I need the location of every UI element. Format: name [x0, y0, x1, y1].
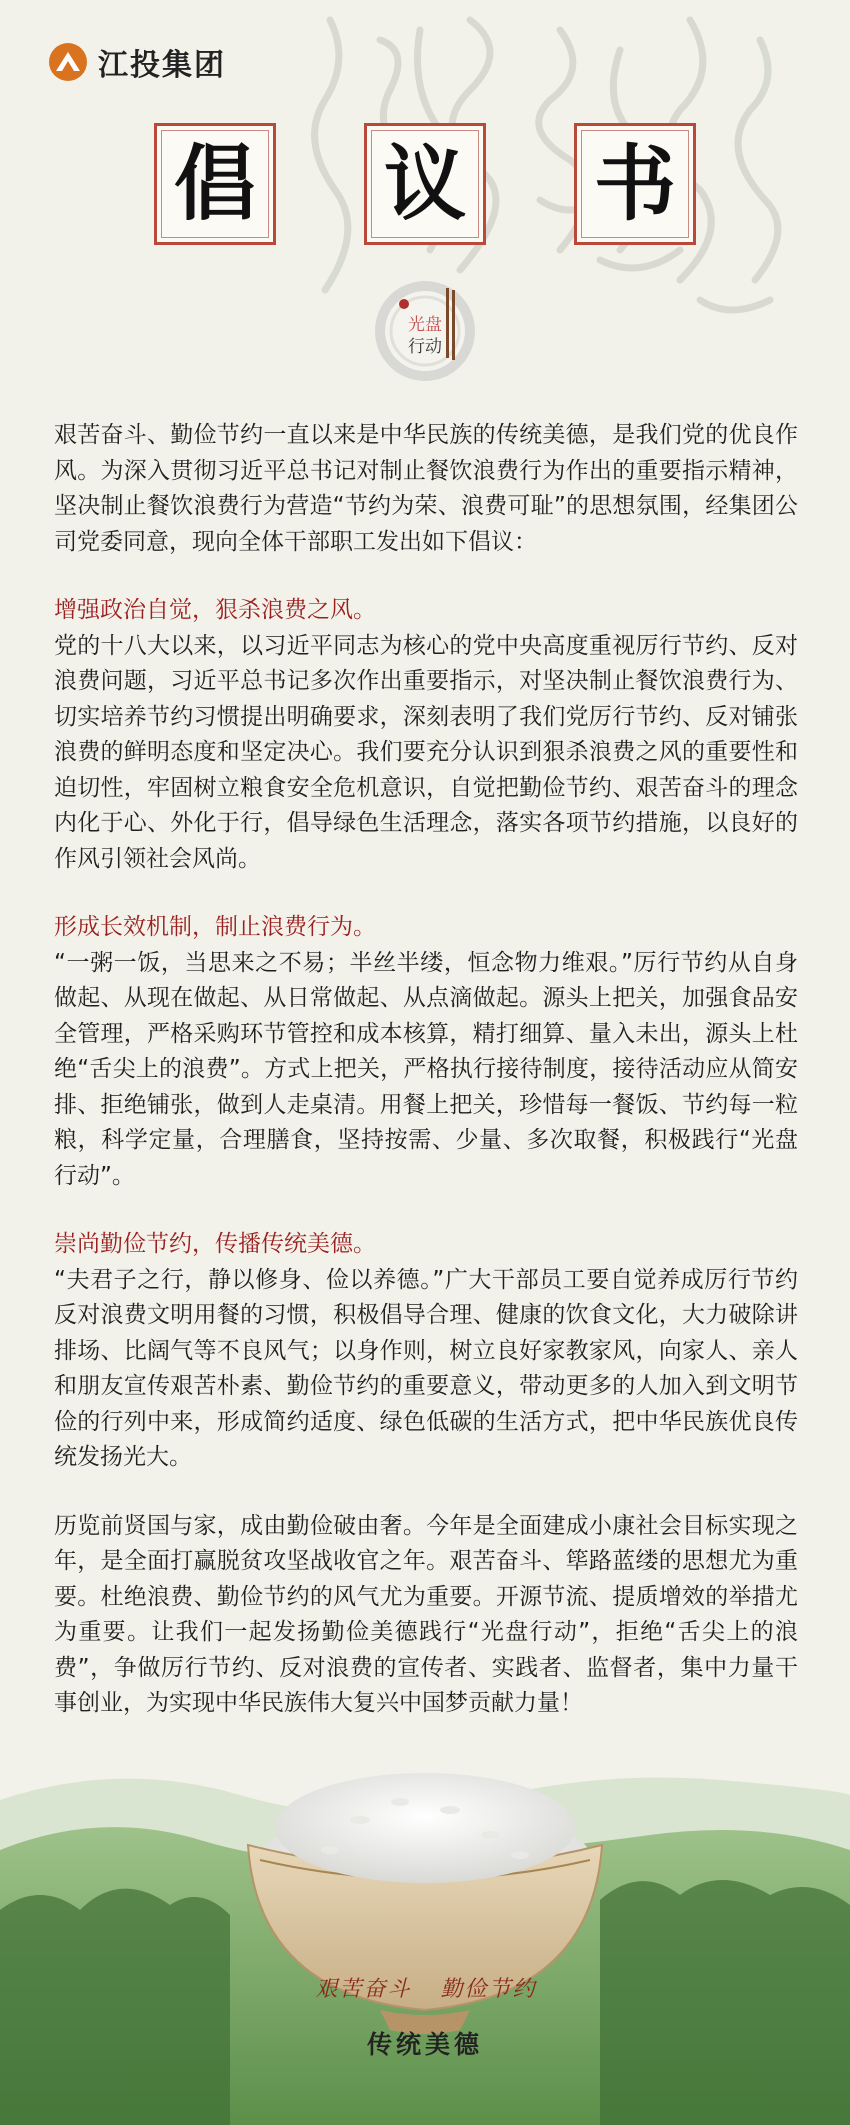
title-box-1 — [154, 123, 276, 245]
section-1-heading: 增强政治自觉，狠杀浪费之风。 — [54, 597, 376, 623]
proposal-body — [54, 418, 798, 1722]
section-1-body: 党的十八大以来，以习近平同志为核心的党中央高度重视厉行节约、反对浪费问题，习近平总书记多次作出重要指示，对坚决制止餐饮浪费行为、切实培养节约习惯提出明确要求，深刻表明了我们党厉行节约、反对铺张浪费的鲜明态度和坚定决心。我们要充分认识到狠杀浪费之风的重要性和迫切性，牢固树立粮食安全危机意识，自觉把勤俭节约、艰苦奋斗的理念内化于心、外化于行，倡导绿色生活理念，落实各项节约措施，以良好的作风引领社会风尚。 — [54, 632, 798, 872]
title-char-1: 倡 — [173, 136, 256, 232]
section-3-heading: 崇尚勤俭节约，传播传统美德。 — [54, 1231, 376, 1257]
bowl-inscription: 艰苦奋斗 勤俭节约 — [315, 1977, 537, 2002]
traditional-virtue-motto: 传统美德 — [366, 2030, 483, 2059]
logo-mark-icon — [48, 42, 88, 82]
section-3-body: “夫君子之行，静以修身、俭以养德。”广大干部员工要自觉养成厉行节约反对浪费文明用餐的习惯，积极倡导合理、健康的饮食文化，大力破除讲排场、比阔气等不良风气；以身作则，树立良好家教家风，向家人、亲人和朋友宣传艰苦朴素、勤俭节约的重要意义，带动更多的人加入到文明节俭的行列中来，形成简约适度、绿色低碳的生活方式，把中华民族优良传统发扬光大。 — [54, 1266, 798, 1470]
clean-plate-badge — [372, 278, 478, 384]
closing-paragraph: 历览前贤国与家，成由勤俭破由奢。今年是全面建成小康社会目标实现之年，是全面打赢脱贫攻坚战收官之年。艰苦奋斗、筚路蓝缕的思想尤为重要。杜绝浪费、勤俭节约的风气尤为重要。开源节流、提质增效的举措尤为重要。让我们一起发扬勤俭美德践行“光盘行动”，拒绝“舌尖上的浪费”，争做厉行节约、反对浪费的宣传者、实践者、监督者，集中力量干事创业，为实现中华民族伟大复兴中国梦贡献力量！ — [54, 1512, 798, 1716]
title-char-3: 书 — [593, 136, 676, 232]
title-char-2: 议 — [383, 136, 466, 232]
intro-paragraph: 艰苦奋斗、勤俭节约一直以来是中华民族的传统美德，是我们党的优良作风。为深入贯彻习近平总书记对制止餐饮浪费行为作出的重要指示精神，坚决制止餐饮浪费行为营造“节约为荣、浪费可耻”的思想氛围，经集团公司党委同意，现向全体干部职工发出如下倡议： — [54, 422, 798, 555]
brand-name: 江投集团 — [98, 48, 226, 83]
section-2-body: “一粥一饭，当思来之不易；半丝半缕，恒念物力维艰。”厉行节约从自身做起、从现在做起、从日常做起、从点滴做起。源头上把关，加强食品安全管理，严格采购环节管控和成本核算，精打细算、量入未出，源头上杜绝“舌尖上的浪费”。方式上把关，严格执行接待制度，接待活动应从简安排、拒绝铺张，做到人走桌清。用餐上把关，珍惜每一餐饭、节约每一粒粮，科学定量，合理膳食，坚持按需、少量、多次取餐，积极践行“光盘行动”。 — [54, 949, 798, 1189]
title-box-2 — [364, 123, 486, 245]
badge-line2: 行动 — [408, 337, 442, 357]
section-2-heading: 形成长效机制，制止浪费行为。 — [54, 914, 376, 940]
badge-line1: 光盘 — [408, 315, 442, 335]
rice-bowl-illustration — [0, 1740, 850, 2125]
title-box-3 — [574, 123, 696, 245]
brand-logo — [48, 40, 226, 84]
